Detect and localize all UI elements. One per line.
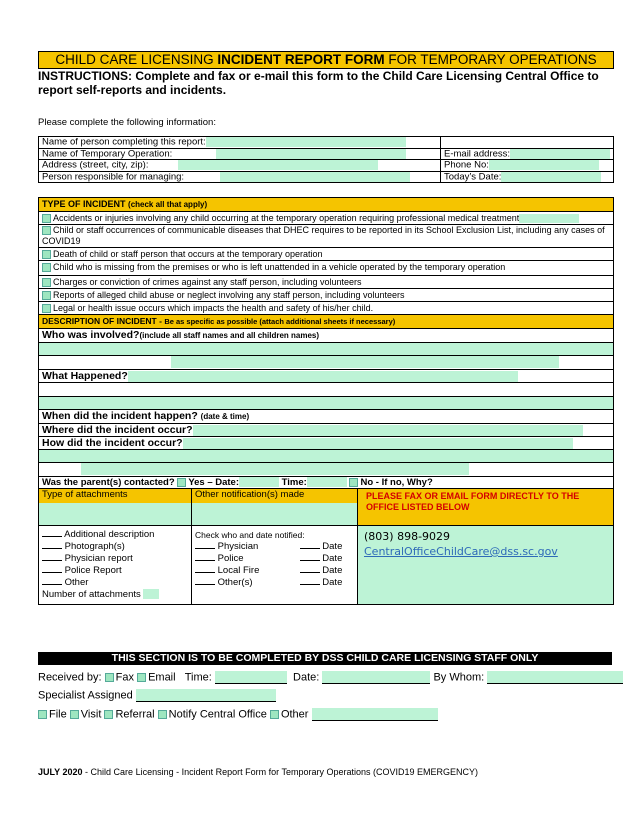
blank-line[interactable] <box>42 536 62 537</box>
fax-label: Fax <box>115 671 134 684</box>
footer-text: - Child Care Licensing - Incident Report Form for Temporary Operations (COVID19 EMERGENCY) <box>82 767 479 777</box>
fax-checkbox[interactable] <box>105 673 114 682</box>
attachment-type-label: Other <box>64 577 89 588</box>
incident-option-label: Reports of alleged child abuse or neglect involving any staff person, including volunteers <box>53 290 405 300</box>
by-whom-label: By Whom: <box>433 671 485 684</box>
responsible-cell <box>39 171 441 183</box>
no-checkbox[interactable] <box>349 478 358 487</box>
where-row <box>39 424 613 437</box>
name-operation-field[interactable] <box>216 149 406 159</box>
referral-checkbox[interactable] <box>104 710 113 719</box>
email-cell <box>441 148 614 160</box>
what-line-2[interactable] <box>39 397 613 410</box>
checkbox[interactable] <box>42 214 51 223</box>
incident-option-label: Death of child or staff person that occurs at the temporary operation <box>53 249 323 259</box>
date-label: Date: <box>293 671 320 684</box>
received-label: Received by: <box>38 671 102 684</box>
notify-label: Police <box>217 553 244 564</box>
phone-label: Phone No: <box>444 159 489 171</box>
notification-header-cell <box>192 489 358 526</box>
notify-item <box>195 541 354 553</box>
how-field[interactable] <box>183 438 573 449</box>
who-field-2[interactable] <box>171 356 559 368</box>
visit-checkbox[interactable] <box>70 710 79 719</box>
blank-line[interactable] <box>42 584 62 585</box>
how-line-1[interactable] <box>39 450 613 463</box>
visit-label: Visit <box>80 708 102 721</box>
attachment-types-cell <box>39 526 192 605</box>
date-label: Today’s Date: <box>444 171 502 183</box>
name-person-field[interactable] <box>206 137 406 147</box>
yes-checkbox[interactable] <box>177 478 186 487</box>
who-line-2 <box>39 356 613 370</box>
checkbox[interactable] <box>42 278 51 287</box>
who-involved-row <box>39 329 613 343</box>
address-field[interactable] <box>178 160 378 170</box>
blank-line[interactable] <box>300 548 320 549</box>
notify-label: Notify Central Office <box>168 708 267 721</box>
how-label: How did the incident occur? <box>42 437 183 449</box>
date-field[interactable] <box>322 671 430 684</box>
when-row <box>39 410 613 424</box>
attachments-header-cell <box>39 489 192 526</box>
notify-label: Physician <box>217 541 259 552</box>
address-label: Address (street, city, zip): <box>42 159 149 171</box>
file-label: File <box>49 708 67 721</box>
what-field[interactable] <box>128 371 518 382</box>
phone-cell <box>441 160 614 172</box>
date-field[interactable] <box>501 172 601 182</box>
date-label: Date <box>322 553 343 564</box>
blank-line[interactable] <box>300 572 320 573</box>
specialist-label: Specialist Assigned <box>38 689 133 702</box>
incident-option-label: Child who is missing from the premises or who is left unattended in a vehicle operated by the temporary operation <box>53 262 506 272</box>
incident-option-label: Legal or health issue occurs which impacts the health and safety of his/her child. <box>53 303 374 313</box>
blank-line[interactable] <box>42 572 62 573</box>
incident-option <box>39 212 613 225</box>
yes-label: Yes – Date: <box>188 477 240 488</box>
notify-item <box>195 565 354 577</box>
number-label: Number of attachments <box>42 589 141 600</box>
checkbox[interactable] <box>42 226 51 235</box>
notification-field[interactable] <box>192 503 357 525</box>
attachment-type-item <box>42 553 188 565</box>
email-label: Email <box>148 671 176 684</box>
name-operation-label: Name of Temporary Operation: <box>42 148 173 160</box>
desc-header-text: DESCRIPTION OF INCIDENT - <box>42 316 162 326</box>
what-happened-row <box>39 370 613 383</box>
incident-option <box>39 302 613 315</box>
other-field[interactable] <box>312 708 438 721</box>
responsible-label: Person responsible for managing: <box>42 171 185 183</box>
name-operation-cell <box>39 148 441 160</box>
attachment-type-item <box>42 529 188 541</box>
by-whom-field[interactable] <box>487 671 623 684</box>
attachments-table <box>38 488 614 605</box>
date-cell <box>441 171 614 183</box>
description-header <box>39 315 613 329</box>
fax-email-header: PLEASE FAX OR EMAIL FORM DIRECTLY TO THE OFFICE LISTED BELOW <box>358 489 614 526</box>
specialist-field[interactable] <box>136 689 276 702</box>
responsible-field[interactable] <box>220 172 410 182</box>
title-bold: INCIDENT REPORT FORM <box>217 52 385 67</box>
blank-line[interactable] <box>300 560 320 561</box>
blank-line[interactable] <box>42 560 62 561</box>
attachments-field[interactable] <box>39 503 191 525</box>
notified-cell <box>192 526 358 605</box>
attachment-type-item <box>42 541 188 553</box>
where-field[interactable] <box>193 425 583 436</box>
contact-email-link[interactable]: CentralOfficeChildCare@dss.sc.gov <box>364 545 558 558</box>
incident-section <box>38 197 614 490</box>
time-label: Time: <box>281 477 307 488</box>
attachment-type-item <box>42 565 188 577</box>
what-line-1 <box>39 383 613 397</box>
other-label: Other <box>280 708 309 721</box>
blank-line[interactable] <box>195 560 215 561</box>
email-checkbox[interactable] <box>137 673 146 682</box>
file-checkbox[interactable] <box>38 710 47 719</box>
blank-line[interactable] <box>195 584 215 585</box>
who-label: Who was involved? <box>42 329 140 341</box>
time-field[interactable] <box>215 671 287 684</box>
specialist-row <box>38 689 276 702</box>
phone-field[interactable] <box>489 160 599 170</box>
notify-label: Local Fire <box>217 565 260 576</box>
attachment-type-item <box>42 577 188 589</box>
what-label: What Happened? <box>42 370 128 382</box>
attachment-type-label: Police Report <box>64 565 122 576</box>
blank-line[interactable] <box>195 572 215 573</box>
number-field[interactable] <box>143 589 159 599</box>
incident-option <box>39 289 613 302</box>
time-label: Time: <box>184 671 212 684</box>
date-label: Date <box>322 541 343 552</box>
type-note: (check all that apply) <box>128 200 208 209</box>
checkbox[interactable] <box>42 304 51 313</box>
notify-checkbox[interactable] <box>158 710 167 719</box>
checkbox[interactable] <box>42 250 51 259</box>
received-row <box>38 671 623 684</box>
notify-item <box>195 553 354 565</box>
attachments-header: Type of attachments <box>42 489 128 500</box>
title-pre: CHILD CARE LICENSING <box>55 52 218 67</box>
attachment-type-label: Photograph(s) <box>64 541 125 552</box>
blank-line[interactable] <box>300 584 320 585</box>
date-label: Date <box>322 577 343 588</box>
option-field[interactable] <box>519 214 579 223</box>
parents-label: Was the parent(s) contacted? <box>42 477 175 488</box>
blank-line[interactable] <box>195 548 215 549</box>
attachment-type-label: Physician report <box>64 553 133 564</box>
instructions: INSTRUCTIONS: Complete and fax or e-mail this form to the Child Care Licensing Central Office to report self-reports and incidents. <box>38 69 599 97</box>
when-note: (date & time) <box>200 412 250 421</box>
incident-option-label: Accidents or injuries involving any child occurring at the temporary operation requiring professional medical treatment <box>53 213 520 223</box>
blank-line[interactable] <box>42 548 62 549</box>
address-cell <box>39 160 441 172</box>
incident-option-label: Child or staff occurrences of communicable diseases that DHEC requires to be reported in its School Exclusion List, including any cases of COVID19 <box>42 225 605 246</box>
number-attachments <box>42 589 188 601</box>
footer <box>38 767 478 777</box>
incident-option <box>39 248 613 261</box>
date-label: Date <box>322 565 343 576</box>
incident-option <box>39 276 613 289</box>
referral-label: Referral <box>115 708 155 721</box>
incident-option <box>39 225 613 248</box>
how-line-2 <box>39 463 613 477</box>
where-label: Where did the incident occur? <box>42 424 193 436</box>
incident-option-label: Charges or conviction of crimes against any staff person, including volunteers <box>53 277 362 287</box>
who-note: (include all staff names and all children names) <box>139 331 320 340</box>
name-person-label: Name of person completing this report: <box>42 136 206 148</box>
type-header-text: TYPE OF INCIDENT <box>42 199 126 209</box>
name-person-cell <box>39 137 441 149</box>
time-field[interactable] <box>307 477 347 487</box>
staff-section-header: THIS SECTION IS TO BE COMPLETED BY DSS CHILD CARE LICENSING STAFF ONLY <box>38 652 612 665</box>
contact-phone: (803) 898-9029 <box>364 530 451 543</box>
title-post: FOR TEMPORARY OPERATIONS <box>384 52 597 67</box>
how-field-2[interactable] <box>81 463 469 475</box>
attachment-type-label: Additional description <box>64 529 155 540</box>
other-checkbox[interactable] <box>270 710 279 719</box>
email-field[interactable] <box>510 149 610 159</box>
notification-header: Other notification(s) made <box>195 489 305 500</box>
desc-note: Be as specific as possible (attach additional sheets if necessary) <box>164 317 396 326</box>
footer-date: JULY 2020 <box>38 767 83 777</box>
check-who-label: Check who and date notified: <box>195 530 305 540</box>
please-complete: Please complete the following information: <box>38 117 216 128</box>
info-table <box>38 136 614 183</box>
type-of-incident-header <box>39 198 613 212</box>
email-label: E-mail address: <box>444 148 510 160</box>
notify-label: Other(s) <box>217 577 253 588</box>
yes-date-field[interactable] <box>239 477 279 487</box>
notify-item <box>195 577 354 589</box>
action-row <box>38 708 438 721</box>
how-row <box>39 437 613 450</box>
blank-cell <box>441 137 614 149</box>
when-label: When did the incident happen? <box>42 410 198 422</box>
form-title <box>38 51 614 69</box>
no-label: No - If no, Why? <box>360 477 433 488</box>
checkbox[interactable] <box>42 291 51 300</box>
contact-cell <box>358 526 614 605</box>
checkbox[interactable] <box>42 263 51 272</box>
incident-option <box>39 261 613 276</box>
who-line-1[interactable] <box>39 343 613 356</box>
